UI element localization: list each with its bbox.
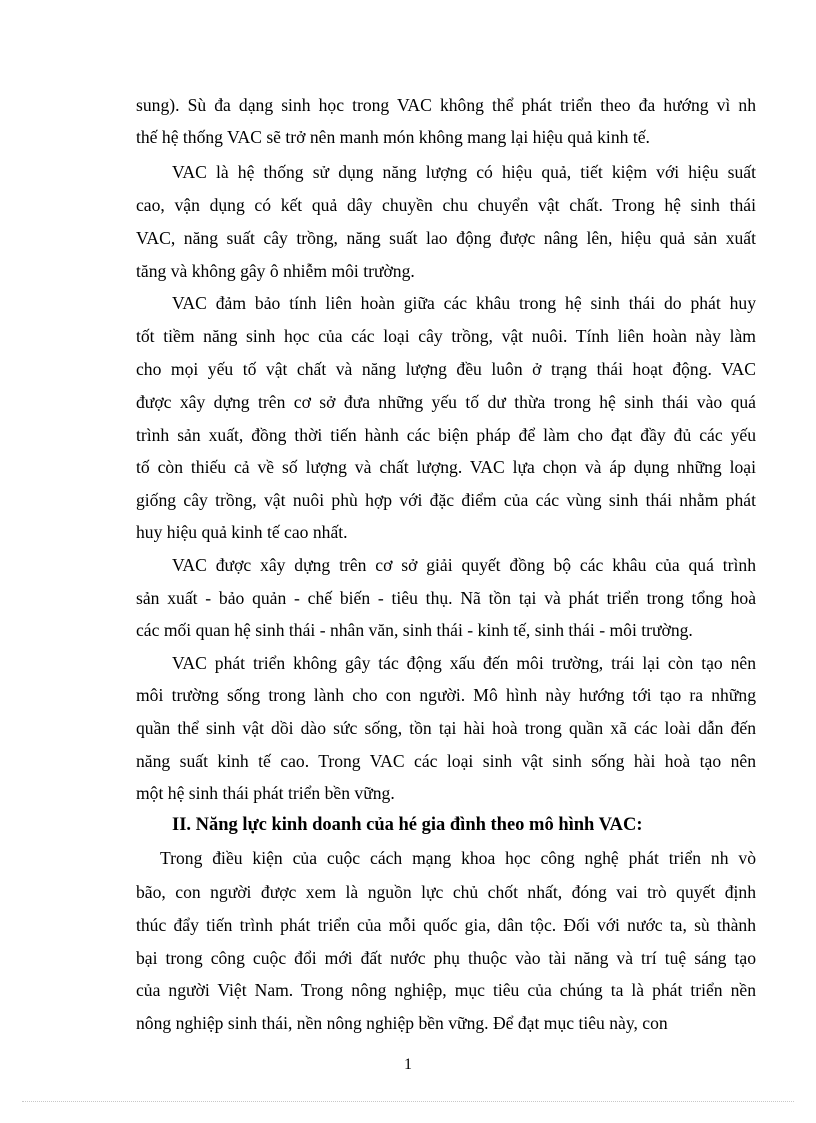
- text-line: các mối quan hệ sinh thái - nhân văn, sinh thái - kinh tế, sinh thái - môi trường.: [136, 620, 693, 640]
- text-line: huy hiệu quả kinh tế cao nhất.: [136, 522, 348, 542]
- text-line: VAC, năng suất cây trồng, năng suất lao động được nâng lên, hiệu quả sản xuất: [136, 228, 756, 248]
- text-line: VAC phát triển không gây tác động xấu đến môi trường, trái lại còn tạo nên: [172, 653, 756, 673]
- text-line: tăng và không gây ô nhiễm môi trường.: [136, 261, 415, 281]
- text-line: tố còn thiếu cả về số lượng và chất lượng. VAC lựa chọn và áp dụng những loại: [136, 457, 756, 477]
- text-line: tốt tiềm năng sinh học của các loại cây trồng, vật nuôi. Tính liên hoàn này làm: [136, 326, 756, 346]
- text-line: VAC được xây dựng trên cơ sở giải quyết đồng bộ các khâu của quá trình: [172, 555, 756, 575]
- text-line: một hệ sinh thái phát triển bền vững.: [136, 783, 395, 803]
- text-line: sung). Sù đa dạng sinh học trong VAC không thể phát triển theo đa hướng vì nh: [136, 95, 756, 115]
- text-line: bão, con người được xem là nguồn lực chủ chốt nhất, đóng vai trò quyết định: [136, 882, 756, 902]
- text-line: cho mọi yếu tố vật chất và năng lượng đều luôn ở trạng thái hoạt động. VAC: [136, 359, 756, 379]
- text-line: thúc đẩy tiến trình phát triển của mỗi quốc gia, dân tộc. Đối với nước ta, sù thành: [136, 915, 756, 935]
- text-line: môi trường sống trong lành cho con người. Mô hình này hướng tới tạo ra những: [136, 685, 756, 705]
- text-line: trình sản xuất, đồng thời tiến hành các biện pháp để làm cho đạt đầy đủ các yếu: [136, 425, 756, 445]
- text-line: VAC đảm bảo tính liên hoàn giữa các khâu trong hệ sinh thái do phát huy: [172, 293, 756, 313]
- text-line: VAC là hệ thống sử dụng năng lượng có hiệu quả, tiết kiệm với hiệu suất: [172, 162, 756, 182]
- section-heading: II. Năng lực kinh doanh của hé gia đình theo mô hình VAC:: [172, 815, 643, 835]
- text-line: giống cây trồng, vật nuôi phù hợp với đặc điểm của các vùng sinh thái nhằm phát: [136, 490, 756, 510]
- text-line: nông nghiệp sinh thái, nền nông nghiệp bền vững. Để đạt mục tiêu này, con: [136, 1013, 668, 1033]
- text-line: được xây dựng trên cơ sở đưa những yếu tố dư thừa trong hệ sinh thái vào quá: [136, 392, 756, 412]
- text-line: sản xuất - bảo quản - chế biến - tiêu thụ. Nã tồn tại và phát triển trong tổng hoà: [136, 588, 756, 608]
- text-line: của người Việt Nam. Trong nông nghiệp, mục tiêu của chúng ta là phát triển nền: [136, 980, 756, 1000]
- text-line: năng suất kinh tế cao. Trong VAC các loại sinh vật sinh sống hài hoà tạo nên: [136, 751, 756, 771]
- text-line: Trong điều kiện của cuộc cách mạng khoa học công nghệ phát triển nh vò: [160, 848, 756, 868]
- text-line: thế hệ thống VAC sẽ trở nên manh món không mang lại hiệu quả kinh tế.: [136, 127, 650, 147]
- text-line: cao, vận dụng có kết quả dây chuyền chu chuyển vật chất. Trong hệ sinh thái: [136, 195, 756, 215]
- text-line: quần thể sinh vật dồi dào sức sống, tồn tại hài hoà trong quần xã các loài dẫn đến: [136, 718, 756, 738]
- page-number: 1: [404, 1056, 412, 1073]
- text-line: bại trong công cuộc đổi mới đất nước phụ thuộc vào tài năng và trí tuệ sáng tạo: [136, 948, 756, 968]
- page-bottom-rule: [22, 1101, 794, 1102]
